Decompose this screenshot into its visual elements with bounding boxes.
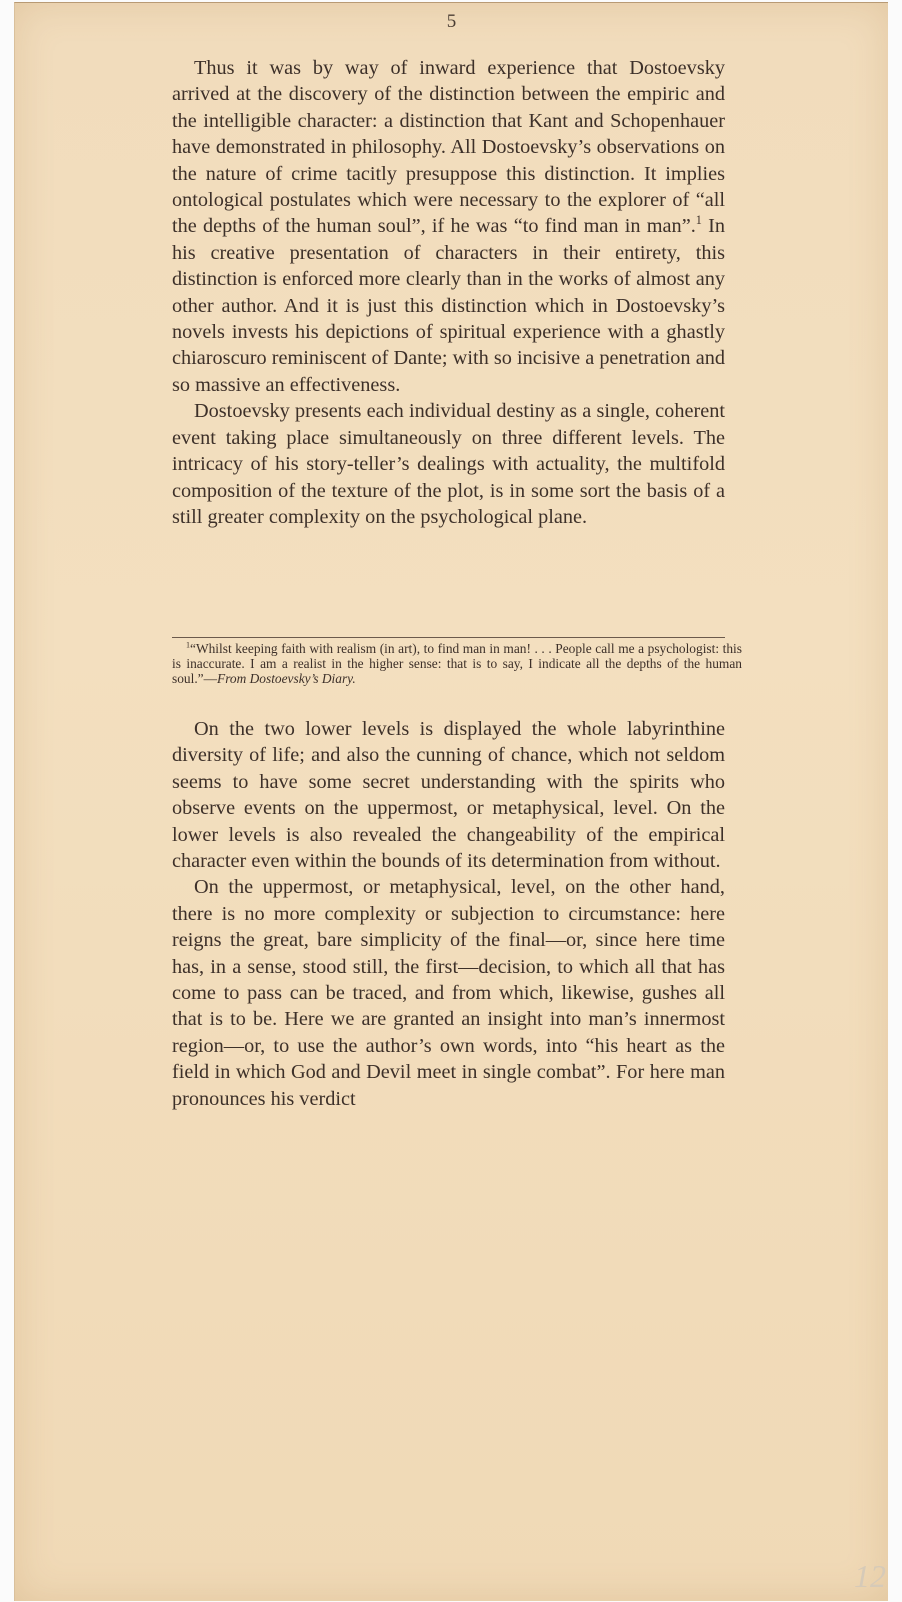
- page-number: 5: [446, 11, 457, 32]
- main-text-upper: [172, 55, 725, 530]
- pencil-page-mark: 12: [854, 1558, 886, 1594]
- footnote-1: [172, 641, 742, 686]
- footnote-source: From Dostoevsky’s Diary.: [217, 671, 356, 686]
- footnote-text: “Whilst keeping faith with realism (in art), to find man in man! . . . People call me a psychologist: this is inaccurate. I am a realist in the higher sense: that is to say, I indicate all the depths of the human soul.”—: [172, 641, 742, 686]
- paragraph-1: [172, 55, 725, 398]
- footnote-divider: [172, 637, 725, 638]
- paragraph-2: Dostoevsky presents each individual destiny as a single, coherent event taking place simultaneously on three different levels. The intricacy of his story-teller’s dealings with actuality, the multifold composition of the texture of the plot, is in some sort the basis of a still greater complexity on the psychological plane.: [172, 400, 725, 528]
- footnote-reference: 1: [695, 213, 702, 228]
- footnote-block: [172, 641, 742, 686]
- paragraph-1-continuation: In his creative presentation of characters in their entirety, this distinction is enforced more clearly than in the works of almost any other author. And it is just this distinction which in Dostoevsky’s novels invests his depictions of spiritual experience with a ghastly chiaroscuro reminiscent of Dante; with so incisive a penetration and so massive an effectiveness.: [172, 215, 725, 396]
- paragraph-1-text: Thus it was by way of inward experience that Dostoevsky arrived at the discovery of the distinction between the empiric and the intelligible character: a distinction that Kant and Schopenhauer have demonstrated in philosophy. All Dostoevsky’s observations on the nature of crime tacitly presuppose this distinction. It implies ontological postulates which were necessary to the explorer of “all the depths of the human soul”, if he was “to find man in man”.: [172, 57, 725, 238]
- paragraph-4: On the uppermost, or metaphysical, level, on the other hand, there is no more complexity or subjection to circumstance: here reigns the great, bare simplicity of the final—or, since here time has, in a sense, stood still, the first—decision, to which all that has come to pass can be traced, and from which, likewise, gushes all that is to be. Here we are granted an insight into man’s innermost region—or, to use the author’s own words, into “his heart as the field in which God and Devil meet in single combat”. For here man pronounces his verdict: [172, 876, 725, 1110]
- main-text-lower: [172, 716, 725, 1112]
- footnote-marker: 1: [186, 640, 191, 650]
- paragraph-3: On the two lower levels is displayed the whole labyrinthine diversity of life; and also the cunning of chance, which not seldom seems to have some secret understanding with the spirits who observe events on the uppermost, or metaphysical, level. On the lower levels is also revealed the changeability of the empirical character even within the bounds of its determination from without.: [172, 718, 725, 873]
